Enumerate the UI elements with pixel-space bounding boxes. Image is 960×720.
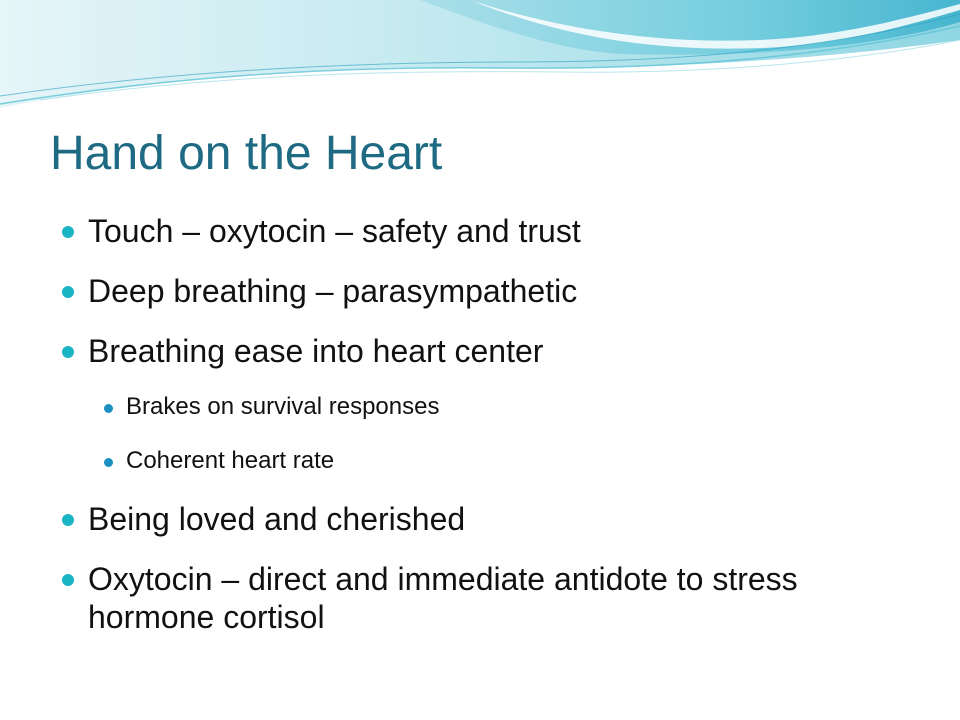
sub-bullet-text: Brakes on survival responses xyxy=(126,393,440,420)
bullet-dot-icon xyxy=(62,226,74,238)
bullet-dot-icon xyxy=(62,574,74,586)
bullet-text: Breathing ease into heart center xyxy=(88,333,544,369)
sub-bullet-dot-icon xyxy=(104,404,113,413)
sub-bullet-item xyxy=(104,392,922,422)
bullet-dot-icon xyxy=(62,514,74,526)
bullet-list xyxy=(62,212,922,658)
wave-header-decoration xyxy=(0,0,960,130)
bullet-dot-icon xyxy=(62,346,74,358)
bullet-item xyxy=(62,212,922,250)
sub-bullet-dot-icon xyxy=(104,458,113,467)
sub-bullet-item xyxy=(104,446,922,476)
bullet-item xyxy=(62,272,922,310)
bullet-text: Being loved and cherished xyxy=(88,501,466,537)
bullet-text: Deep breathing – parasympathetic xyxy=(88,273,578,309)
bullet-item xyxy=(62,500,922,538)
slide-title: Hand on the Heart xyxy=(50,127,443,180)
bullet-text: Touch – oxytocin – safety and trust xyxy=(88,213,581,249)
sub-bullet-text: Coherent heart rate xyxy=(126,447,335,474)
bullet-item xyxy=(62,332,922,370)
bullet-text: Oxytocin – direct and immediate antidote to stress hormone cortisol xyxy=(88,561,798,635)
bullet-item xyxy=(62,560,922,636)
bullet-dot-icon xyxy=(62,286,74,298)
